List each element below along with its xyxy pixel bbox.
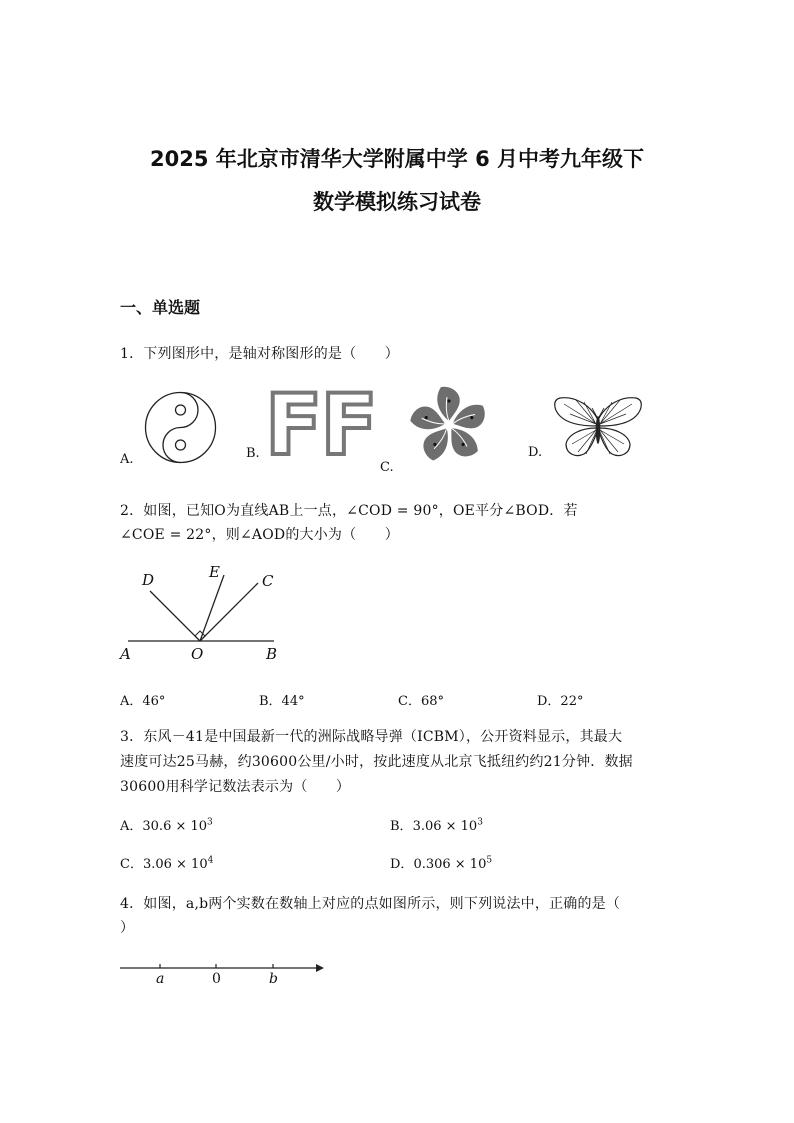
ray-oe (200, 575, 224, 641)
q3-option-d-exp: 5 (486, 855, 493, 866)
question-2-stem-line1: 2．如图，已知O为直线AB上一点，∠COD = 90°，OE平分∠BOD．若 (120, 503, 578, 519)
question-1-stem: 1．下列图形中，是轴对称图形的是（ ） (120, 346, 399, 362)
butterfly-icon (552, 396, 644, 460)
question-3-line2: 速度可达25马赫，约30600公里/小时，按此速度从北京飞抵纽约约21分钟．数据 (120, 754, 633, 770)
q3-option-d-base: 0.306 × 10 (413, 857, 487, 872)
label-d: D (142, 571, 155, 589)
q1-option-a-label: A. (120, 452, 134, 467)
question-3-line3: 30600用科学记数法表示为（ ） (120, 779, 351, 795)
ray-od (150, 591, 200, 641)
question-4-line2: ） (120, 920, 135, 936)
document-title-line2: 数学模拟练习试卷 (313, 190, 481, 214)
axis-label-b: b (269, 971, 278, 987)
ray-oc (200, 583, 258, 641)
axis-label-a: a (156, 971, 165, 987)
q2-option-d: D．22° (537, 694, 584, 709)
bauhinia-flower-icon (408, 384, 490, 466)
number-line (118, 960, 328, 980)
q1-option-d-label: D. (528, 445, 543, 460)
q3-option-a-label: A． (120, 819, 143, 834)
question-2-stem-line2: ∠COE = 22°，则∠AOD的大小为（ ） (120, 527, 399, 543)
document-title-line1: 2025 年北京市清华大学附属中学 6 月中考九年级下 (150, 147, 644, 171)
q3-option-a-exp: 3 (207, 817, 213, 828)
q3-option-b-exp: 3 (477, 817, 483, 828)
q3-option-d-label: D． (390, 857, 414, 872)
label-a: A (120, 645, 131, 663)
axis-label-zero: 0 (212, 971, 221, 987)
question-3-line1: 3．东风－41是中国最新一代的洲际战略导弹（ICBM），公开资料显示，其最大 (120, 729, 623, 745)
q3-option-d (390, 853, 492, 872)
q2-option-c: C．68° (398, 694, 444, 709)
section-heading: 一、单选题 (120, 298, 201, 317)
q2-option-b: B．44° (259, 694, 305, 709)
label-e: E (209, 563, 220, 581)
q1-option-b-label: B. (246, 446, 260, 461)
q3-option-b-label: B． (390, 819, 413, 834)
q3-option-c (120, 853, 213, 872)
question-4-line1: 4．如图，a,b两个实数在数轴上对应的点如图所示，则下列说法中，正确的是（ (120, 896, 621, 912)
q3-option-b (390, 815, 483, 834)
label-o: O (191, 645, 204, 663)
arrow-right-icon (316, 964, 324, 972)
q1-option-c-label: C. (380, 460, 394, 475)
yin-yang-icon (143, 390, 218, 465)
q3-option-a (120, 815, 213, 834)
q3-option-c-exp: 4 (207, 855, 214, 866)
q3-option-c-base: 3.06 × 10 (142, 857, 208, 872)
letters-ff-icon: FF (265, 376, 376, 474)
q3-option-c-label: C． (120, 857, 143, 872)
label-c: C (262, 572, 274, 590)
q2-option-a: A．46° (120, 694, 166, 709)
q3-option-b-base: 3.06 × 10 (412, 819, 478, 834)
label-b: B (266, 645, 278, 663)
q3-option-a-base: 30.6 × 10 (142, 819, 208, 834)
